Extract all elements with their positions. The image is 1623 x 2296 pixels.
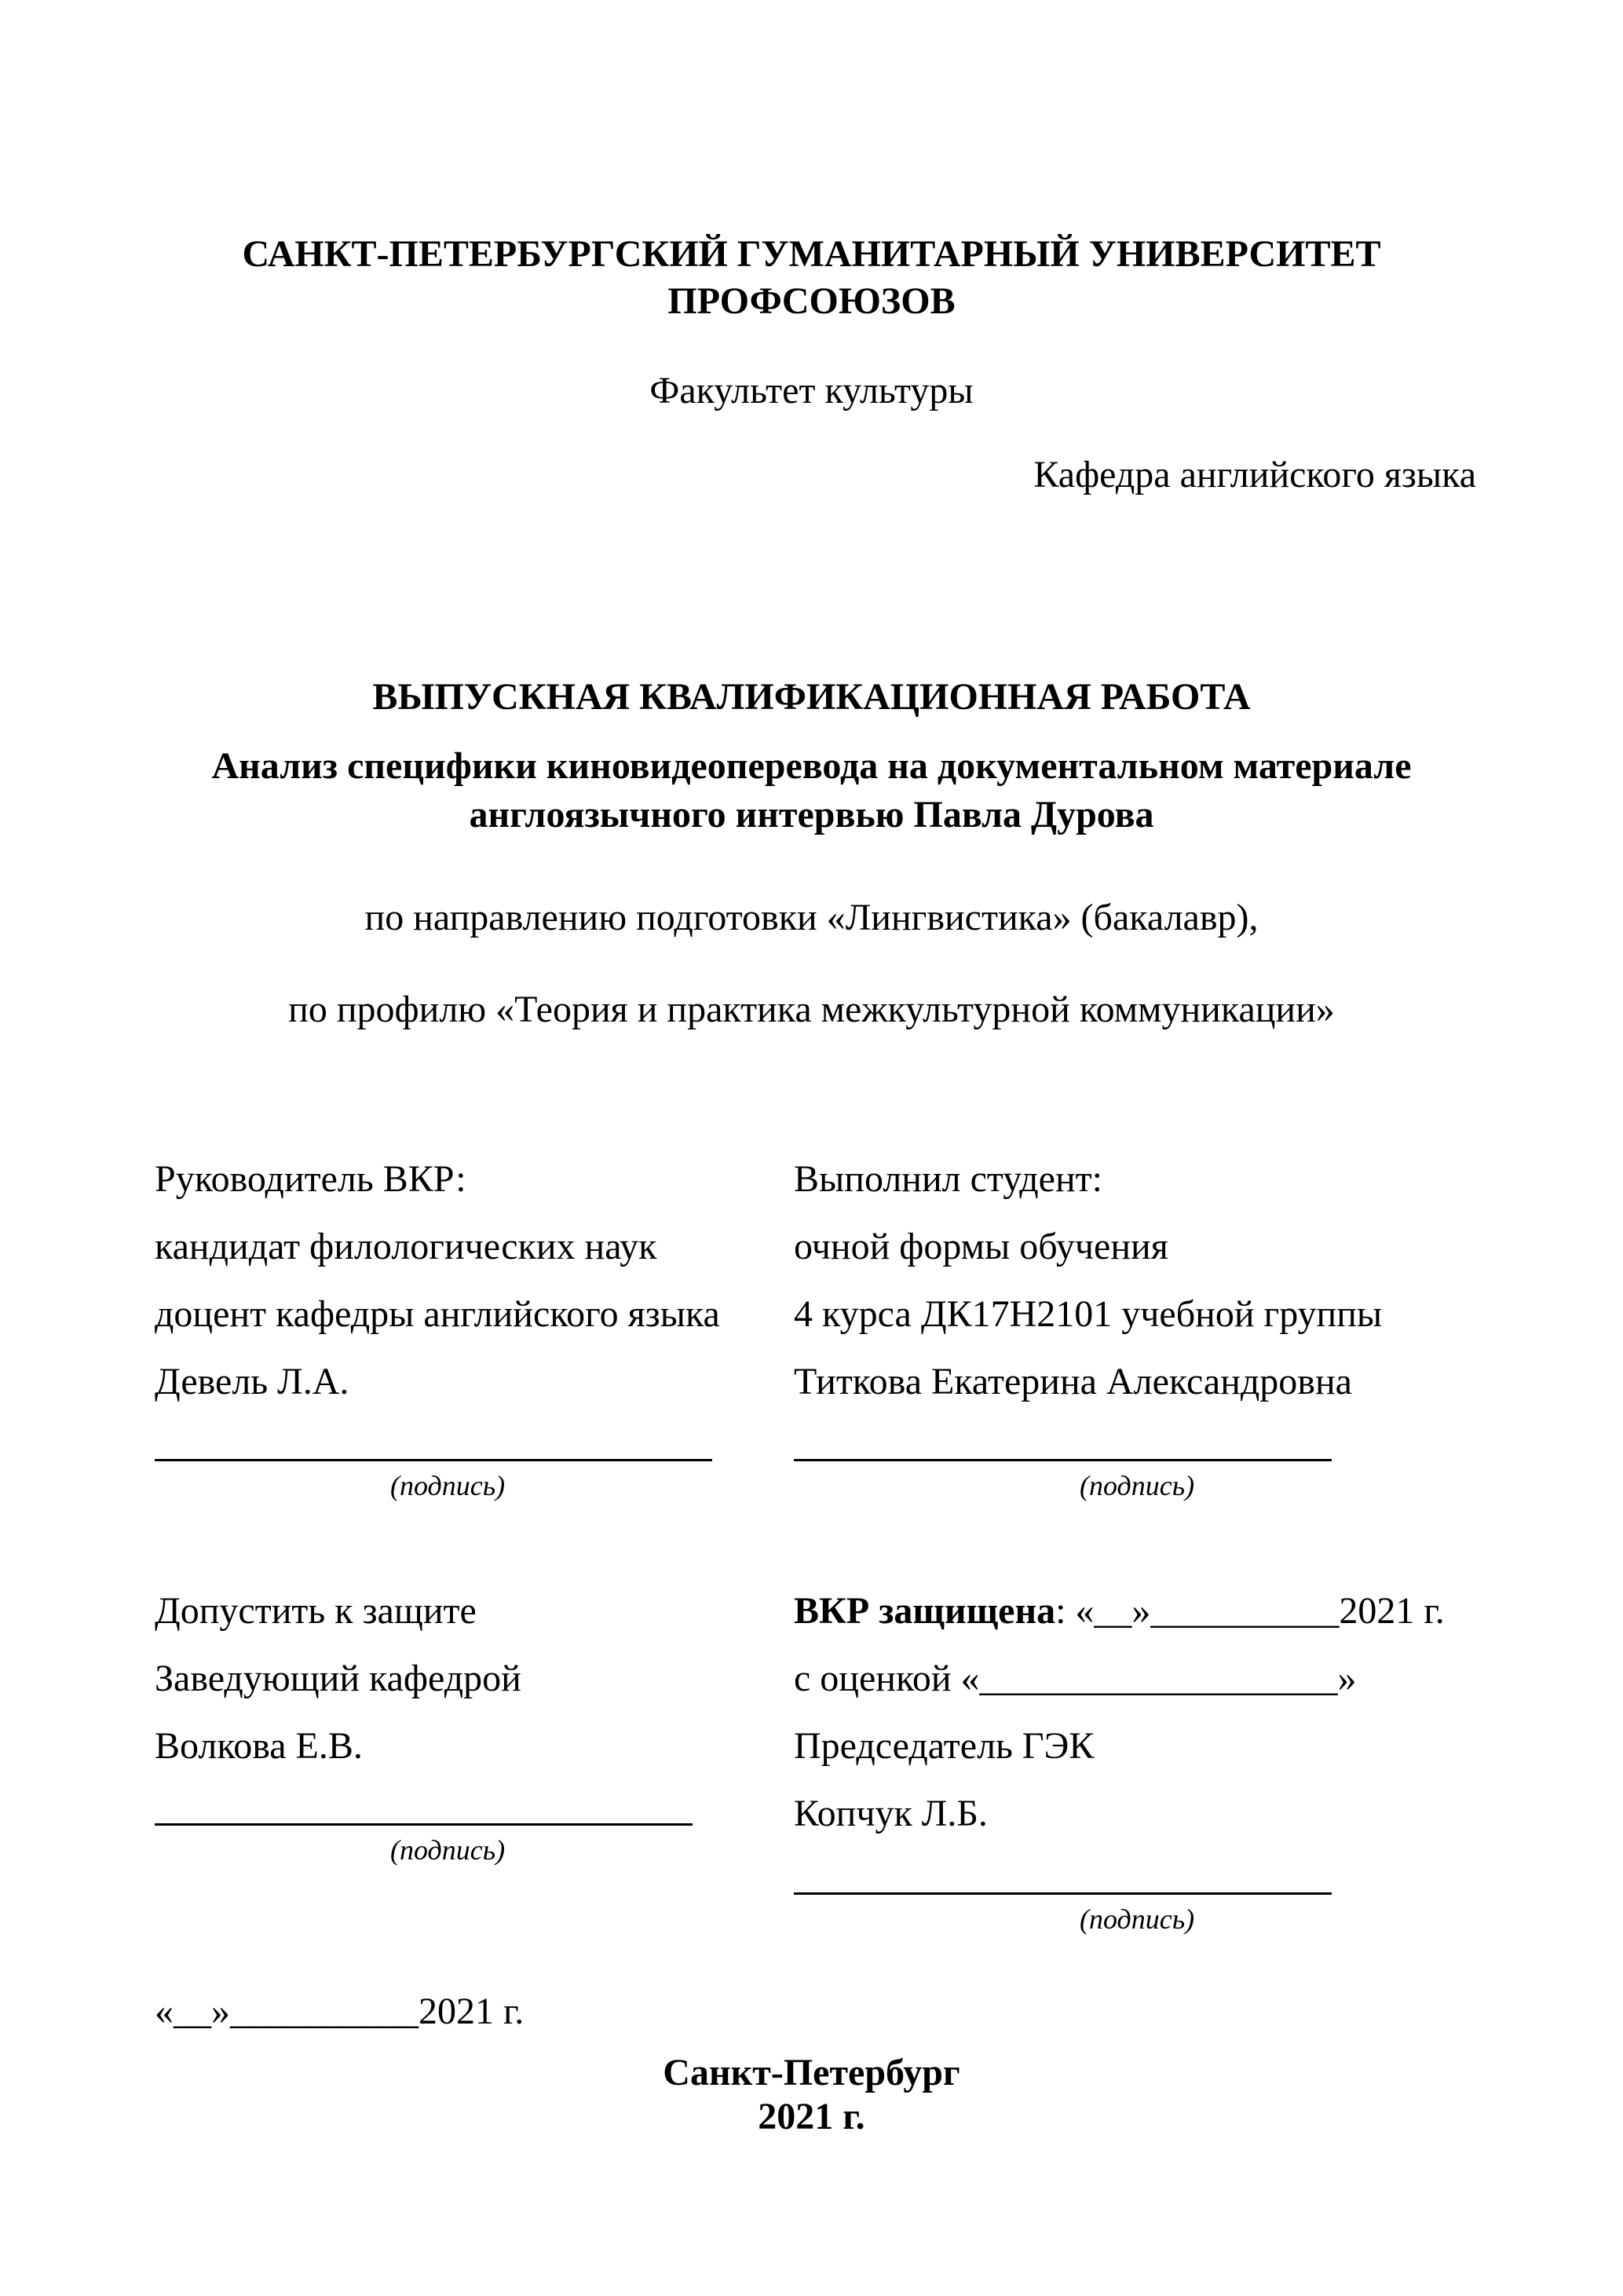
supervisor-position: доцент кафедры английского языка: [155, 1293, 720, 1335]
department-head-signature-line: [155, 1823, 693, 1826]
supervisor-label: Руководитель ВКР:: [155, 1158, 466, 1200]
defense-date: : «__»__________2021 г.: [1055, 1590, 1445, 1632]
student-signature-caption: (подпись): [1080, 1470, 1195, 1501]
admission-date: «__»__________2021 г.: [155, 1991, 525, 2032]
department-head-position: Заведующий кафедрой: [155, 1658, 521, 1699]
work-title-line2: англоязычного интервью Павла Дурова: [469, 794, 1154, 835]
defense-status: [794, 1589, 1445, 1632]
work-type-heading: ВЫПУСКНАЯ КВАЛИФИКАЦИОННАЯ РАБОТА: [372, 676, 1251, 718]
student-signature-line: [794, 1459, 1332, 1461]
admission-label: Допустить к защите: [155, 1590, 477, 1632]
department-name: Кафедра английского языка: [1033, 454, 1476, 495]
year: 2021 г.: [758, 2096, 865, 2137]
department-head-name: Волкова Е.В.: [155, 1725, 363, 1767]
supervisor-signature-caption: (подпись): [390, 1470, 506, 1501]
supervisor-degree: кандидат филологических наук: [155, 1226, 657, 1267]
commission-chair-signature-caption: (подпись): [1080, 1903, 1195, 1935]
defense-label: ВКР защищена: [794, 1590, 1056, 1632]
university-name-line2: ПРОФСОЮЗОВ: [667, 280, 956, 322]
student-label: Выполнил студент:: [794, 1158, 1102, 1200]
commission-chair-signature-line: [794, 1892, 1332, 1895]
faculty-name: Факультет культуры: [649, 370, 974, 411]
study-profile: по профилю «Теория и практика межкультурной коммуникации»: [288, 989, 1335, 1030]
defense-grade: с оценкой «___________________»: [794, 1658, 1357, 1699]
supervisor-signature-line: [155, 1459, 712, 1461]
student-name: Титкова Екатерина Александровна: [794, 1361, 1352, 1402]
study-direction: по направлению подготовки «Лингвистика» (бакалавр),: [364, 897, 1259, 938]
student-study-form: очной формы обучения: [794, 1226, 1168, 1267]
supervisor-name: Девель Л.А.: [155, 1361, 349, 1402]
work-title-line1: Анализ специфики киновидеоперевода на документальном материале: [211, 745, 1412, 787]
city: Санкт-Петербург: [663, 2052, 960, 2093]
department-head-signature-caption: (подпись): [390, 1834, 506, 1866]
university-name-line1: САНКТ-ПЕТЕРБУРГСКИЙ ГУМАНИТАРНЫЙ УНИВЕРСИТЕТ: [242, 233, 1381, 275]
student-group: 4 курса ДК17Н2101 учебной группы: [794, 1293, 1383, 1335]
commission-chair-name: Копчук Л.Б.: [794, 1793, 988, 1834]
commission-chair-position: Председатель ГЭК: [794, 1725, 1095, 1767]
